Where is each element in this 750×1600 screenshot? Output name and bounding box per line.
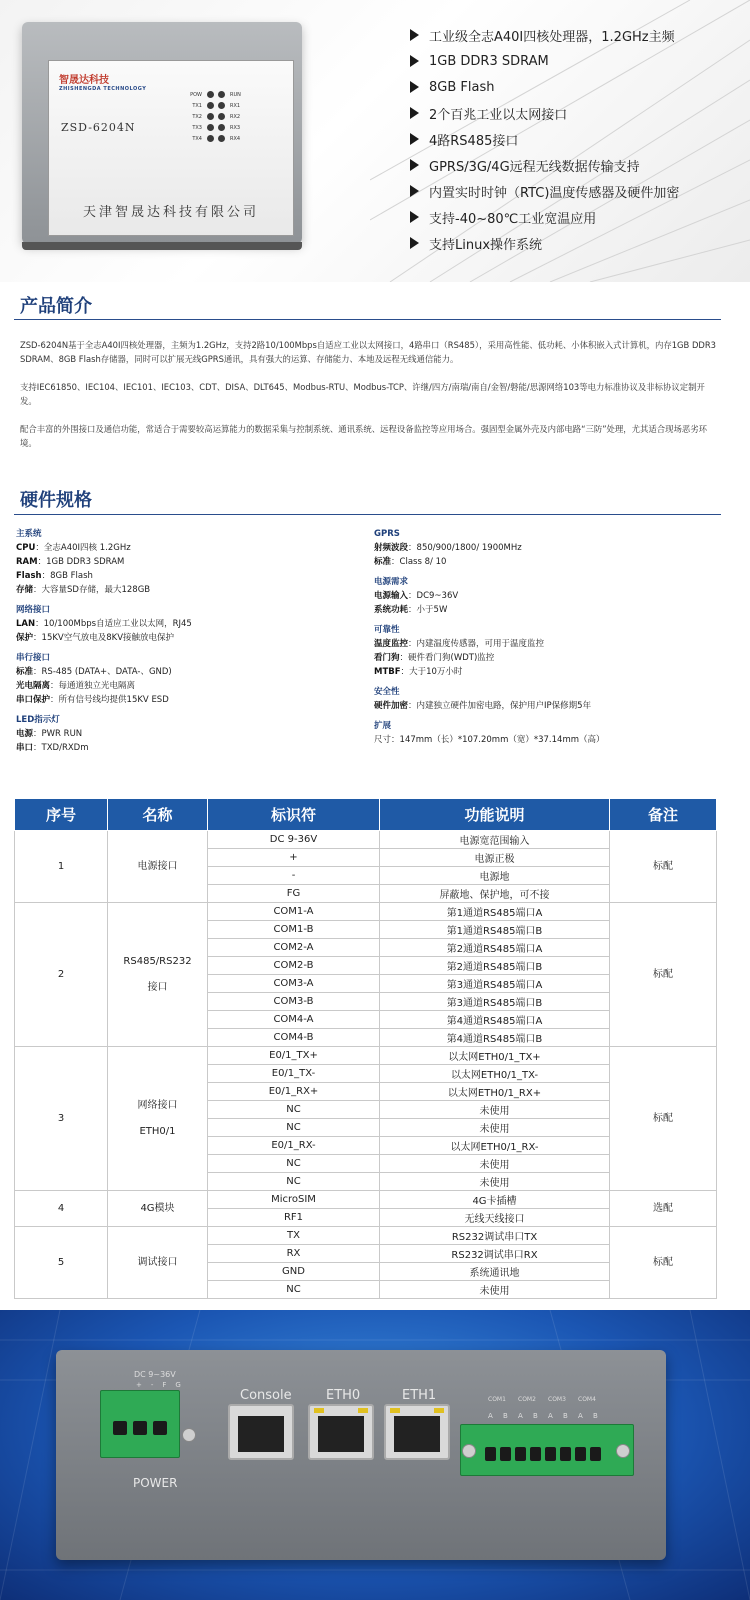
spec-value: 850/900/1800/ 1900MHz	[416, 543, 522, 553]
pin-definition-table	[14, 798, 717, 1299]
feature-text: 8GB Flash	[429, 79, 495, 95]
com-label: COM3	[548, 1396, 566, 1403]
led-row	[183, 111, 283, 122]
bullet-triangle-icon	[410, 55, 419, 67]
cell-no: 3	[15, 1047, 108, 1191]
eth0-label: ETH0	[326, 1388, 361, 1403]
cell-note: 标配	[610, 831, 717, 903]
spec-item	[16, 693, 356, 707]
spec-group-title: 串行接口	[16, 653, 51, 663]
ab-label: A	[578, 1412, 583, 1420]
spec-key: 电源	[16, 729, 34, 739]
spec-key: RAM	[16, 557, 38, 567]
feature-item	[410, 230, 679, 256]
led-row	[183, 122, 283, 133]
intro-paragraph: 配合丰富的外围接口及通信功能，常适合于需要较高运算能力的数据采集与控制系统、通讯系统、远程设备监控等应用场合。强固型金属外壳及内部电路“三防”处理，尤其适合现场恶劣环境。	[20, 424, 708, 448]
terminal-pin	[575, 1447, 586, 1461]
spec-item	[374, 665, 724, 679]
led-label-right: RX2	[230, 113, 241, 120]
intro-rule	[14, 319, 721, 320]
led-label-right: RX1	[230, 102, 241, 109]
feature-text: 1GB DDR3 SDRAM	[429, 53, 549, 69]
cell-function: 电源宽范围输入	[380, 831, 610, 849]
led-label-right: RUN	[230, 91, 241, 98]
spec-sep: ：	[37, 557, 47, 567]
cell-identifier: RF1	[208, 1209, 380, 1227]
feature-item	[410, 22, 679, 48]
led-indicator	[218, 102, 225, 109]
spec-group-title: 扩展	[374, 721, 392, 731]
cell-function: 系统通讯地	[380, 1263, 610, 1281]
cell-identifier: E0/1_RX+	[208, 1083, 380, 1101]
feature-text: 支持Linux操作系统	[429, 237, 543, 253]
console-port[interactable]	[228, 1404, 294, 1460]
spec-value: TXD/RXDm	[41, 743, 89, 753]
power-voltage-label: DC 9~36V	[134, 1370, 176, 1379]
cell-identifier: MicroSIM	[208, 1191, 380, 1209]
spec-item	[16, 617, 356, 631]
feature-item	[410, 74, 679, 100]
spec-value: 15KV空气放电及8KV接触放电保护	[41, 633, 175, 643]
cell-no: 1	[15, 831, 108, 903]
spec-sep: ：	[41, 571, 51, 581]
cell-function: 电源正极	[380, 849, 610, 867]
terminal-pin	[530, 1447, 541, 1461]
spec-key: MTBF	[374, 667, 401, 677]
cell-note: 标配	[610, 903, 717, 1047]
led-indicator	[207, 113, 214, 120]
led-row	[183, 100, 283, 111]
spec-value: 大容量SD存储，最大128GB	[41, 585, 151, 595]
spec-key: 标准	[374, 557, 392, 567]
cell-function: 未使用	[380, 1173, 610, 1191]
spec-key: 硬件加密	[374, 701, 409, 711]
spec-group-title: 可靠性	[374, 625, 400, 635]
cell-function: 第1通道RS485端口A	[380, 903, 610, 921]
cell-function: 未使用	[380, 1281, 610, 1299]
spec-group-title: 网络接口	[16, 605, 51, 615]
spec-sep: ：	[391, 735, 400, 745]
cell-function: 第3通道RS485端口A	[380, 975, 610, 993]
feature-text: 支持-40~80℃工业宽温应用	[429, 211, 597, 227]
spec-item	[16, 741, 356, 755]
spec-key: 温度监控	[374, 639, 409, 649]
bullet-triangle-icon	[410, 133, 419, 145]
spec-item	[16, 679, 356, 693]
device-led-grid	[183, 89, 283, 144]
spec-item	[16, 665, 356, 679]
cell-function: 4G卡插槽	[380, 1191, 610, 1209]
com-label: COM4	[578, 1396, 596, 1403]
eth1-port[interactable]	[384, 1404, 450, 1460]
cell-function: 第2通道RS485端口A	[380, 939, 610, 957]
led-indicator	[218, 91, 225, 98]
spec-group-title: 电源需求	[374, 577, 409, 587]
cell-name: 4G模块	[108, 1191, 208, 1227]
spec-sep: ：	[408, 639, 417, 649]
spec-key: 射频波段	[374, 543, 409, 553]
spec-item	[16, 569, 356, 583]
feature-list	[410, 22, 679, 256]
cell-name: RS485/RS232 接口	[108, 903, 208, 1047]
feature-text: 内置实时时钟（RTC)温度传感器及硬件加密	[429, 185, 680, 201]
spec-key: 电源输入	[374, 591, 409, 601]
cell-identifier: E0/1_RX-	[208, 1137, 380, 1155]
led-indicator	[207, 91, 214, 98]
power-pin-label: -	[150, 1381, 163, 1389]
spec-key: 串口保护	[16, 695, 51, 705]
bullet-triangle-icon	[410, 29, 419, 41]
device-rear-panel	[56, 1350, 666, 1560]
spec-value: 小于5W	[416, 605, 448, 615]
spec-key: 存储	[16, 585, 34, 595]
cell-name: 网络接口 ETH0/1	[108, 1047, 208, 1191]
spec-value: DC9~36V	[416, 591, 459, 601]
spec-value: PWR RUN	[41, 729, 83, 739]
feature-item	[410, 48, 679, 74]
spec-value: 内建独立硬件加密电路，保护用户IP保修期5年	[416, 701, 592, 711]
intro-title: 产品简介	[20, 296, 92, 317]
table-row	[15, 1047, 717, 1065]
console-label: Console	[240, 1388, 292, 1403]
cell-function: RS232调试串口TX	[380, 1227, 610, 1245]
spec-item	[374, 541, 724, 555]
cell-identifier: E0/1_TX+	[208, 1047, 380, 1065]
power-terminal-block	[100, 1390, 180, 1458]
spec-key: 标准	[16, 667, 34, 677]
cell-function: RS232调试串口RX	[380, 1245, 610, 1263]
spec-item	[374, 699, 724, 713]
terminal-pin	[560, 1447, 571, 1461]
spec-sep: ：	[35, 619, 44, 629]
led-indicator	[207, 102, 214, 109]
spec-item	[16, 583, 356, 597]
com-label: COM2	[518, 1396, 536, 1403]
cell-function: 电源地	[380, 867, 610, 885]
table-header-cell: 名称	[108, 799, 208, 831]
spec-group-title: 安全性	[374, 687, 400, 697]
spec-group-title: 主系统	[16, 529, 42, 539]
spec-item	[374, 733, 724, 747]
led-label-left: TX3	[192, 124, 202, 131]
led-row	[183, 89, 283, 100]
feature-text: 2个百兆工业以太网接口	[429, 107, 568, 123]
cell-identifier: -	[208, 867, 380, 885]
com-label: COM1	[488, 1396, 506, 1403]
spec-left-column	[16, 527, 356, 755]
table-header-cell: 标识符	[208, 799, 380, 831]
spec-sep: ：	[408, 591, 417, 601]
table-row	[15, 903, 717, 921]
spec-sep: ：	[33, 729, 42, 739]
cell-function: 第1通道RS485端口B	[380, 921, 610, 939]
bullet-triangle-icon	[410, 211, 419, 223]
cell-function: 以太网ETH0/1_TX-	[380, 1065, 610, 1083]
spec-item	[16, 555, 356, 569]
terminal-pin	[485, 1447, 496, 1461]
spec-item	[374, 555, 724, 569]
spec-item	[374, 589, 724, 603]
led-indicator	[218, 135, 225, 142]
cell-note: 标配	[610, 1047, 717, 1191]
table-header-cell: 功能说明	[380, 799, 610, 831]
spec-sep: ：	[399, 653, 409, 663]
ab-label: B	[563, 1412, 568, 1420]
ab-label: A	[518, 1412, 523, 1420]
led-row	[183, 133, 283, 144]
cell-name: 电源接口	[108, 831, 208, 903]
led-label-left: POW	[190, 91, 202, 98]
spec-value: 8GB Flash	[50, 571, 93, 581]
cell-identifier: COM4-A	[208, 1011, 380, 1029]
intro-paragraph: ZSD-6204N基于全志A40I四核处理器，主频为1.2GHz，支持2路10/100Mbps自适应工业以太网接口，4路串口（RS485），采用高性能、低功耗、小体积嵌入式计算机，内存1GB DDR3 SDRAM、8GB Flash存储器，同时可以扩展无线GPRS通讯，具有强大的运算、存储能力、本地及远程无线通信能力。	[20, 340, 716, 364]
cell-function: 未使用	[380, 1119, 610, 1137]
spec-sep: ：	[33, 633, 42, 643]
spec-item	[374, 603, 724, 617]
cell-identifier: COM1-A	[208, 903, 380, 921]
power-pin-label: +	[136, 1381, 151, 1389]
power-pin-labels	[136, 1381, 190, 1389]
feature-text: 4路RS485接口	[429, 133, 519, 149]
cell-function: 以太网ETH0/1_RX-	[380, 1137, 610, 1155]
cell-function: 未使用	[380, 1155, 610, 1173]
led-label-left: TX1	[192, 102, 202, 109]
spec-sep: ：	[408, 605, 417, 615]
cell-function: 第4通道RS485端口B	[380, 1029, 610, 1047]
cell-identifier: COM1-B	[208, 921, 380, 939]
feature-item	[410, 178, 679, 204]
cell-identifier: NC	[208, 1101, 380, 1119]
spec-value: 内建温度传感器，可用于温度监控	[416, 639, 545, 649]
spec-item	[374, 637, 724, 651]
cell-function: 无线天线接口	[380, 1209, 610, 1227]
spec-key: 系统功耗	[374, 605, 409, 615]
spec-group-title: GPRS	[374, 529, 400, 539]
cell-identifier: +	[208, 849, 380, 867]
intro-text	[20, 338, 720, 464]
spec-item	[16, 631, 356, 645]
spec-sep: ：	[408, 701, 417, 711]
spec-key: 尺寸	[374, 735, 392, 745]
spec-value: 10/100Mbps自适应工业以太网，RJ45	[43, 619, 192, 629]
cell-identifier: COM3-A	[208, 975, 380, 993]
cell-identifier: DC 9-36V	[208, 831, 380, 849]
cell-identifier: COM4-B	[208, 1029, 380, 1047]
spec-value: 大于10万小时	[409, 667, 463, 677]
spec-sep: ：	[391, 557, 400, 567]
device-logo: 智晟达科技 ZHISHENGDA TECHNOLOGY	[59, 75, 147, 92]
spec-title: 硬件规格	[20, 490, 92, 511]
spec-value: 1GB DDR3 SDRAM	[46, 557, 125, 567]
ab-label: B	[593, 1412, 598, 1420]
bullet-triangle-icon	[410, 159, 419, 171]
feature-item	[410, 126, 679, 152]
cell-function: 以太网ETH0/1_TX+	[380, 1047, 610, 1065]
device-faceplate	[48, 60, 294, 236]
spec-item	[16, 727, 356, 741]
power-pin-label: FG	[162, 1381, 190, 1389]
cell-no: 2	[15, 903, 108, 1047]
spec-sep: ：	[408, 543, 417, 553]
device-back-photo	[0, 1310, 750, 1600]
bullet-triangle-icon	[410, 107, 419, 119]
feature-item	[410, 152, 679, 178]
cell-identifier: RX	[208, 1245, 380, 1263]
ab-label: A	[548, 1412, 553, 1420]
hero-banner	[0, 0, 750, 282]
led-indicator	[207, 124, 214, 131]
cell-note: 选配	[610, 1191, 717, 1227]
terminal-pin	[500, 1447, 511, 1461]
spec-sep: ：	[50, 695, 59, 705]
bullet-triangle-icon	[410, 237, 419, 249]
cell-function: 屏蔽地、保护地，可不接	[380, 885, 610, 903]
cell-no: 4	[15, 1191, 108, 1227]
table-header-row	[15, 799, 717, 831]
led-indicator	[207, 135, 214, 142]
spec-sep: ：	[33, 667, 42, 677]
device-photo	[22, 22, 302, 244]
cell-function: 第2通道RS485端口B	[380, 957, 610, 975]
cell-identifier: COM2-B	[208, 957, 380, 975]
cell-identifier: TX	[208, 1227, 380, 1245]
cell-function: 未使用	[380, 1101, 610, 1119]
ab-label: A	[488, 1412, 493, 1420]
table-row	[15, 1227, 717, 1245]
spec-key: 保护	[16, 633, 34, 643]
spec-sep: ：	[33, 743, 42, 753]
device-foot	[22, 242, 302, 250]
spec-right-column	[374, 527, 724, 747]
spec-key: Flash	[16, 571, 42, 581]
led-indicator	[218, 124, 225, 131]
spec-key: LAN	[16, 619, 36, 629]
spec-value: Class 8/ 10	[399, 557, 447, 567]
spec-value: 硬件看门狗(WDT)监控	[408, 653, 495, 663]
spec-sep: ：	[400, 667, 410, 677]
ab-label: B	[533, 1412, 538, 1420]
cell-identifier: E0/1_TX-	[208, 1065, 380, 1083]
cell-function: 第4通道RS485端口A	[380, 1011, 610, 1029]
power-screw	[182, 1428, 196, 1442]
eth1-label: ETH1	[402, 1388, 437, 1403]
cell-identifier: FG	[208, 885, 380, 903]
spec-value: 全志A40I四核 1.2GHz	[43, 543, 131, 553]
cell-no: 5	[15, 1227, 108, 1299]
terminal-pin	[515, 1447, 526, 1461]
bullet-triangle-icon	[410, 81, 419, 93]
spec-sep: ：	[50, 681, 59, 691]
spec-sep: ：	[33, 585, 42, 595]
spec-group-title: LED指示灯	[16, 715, 60, 725]
cell-identifier: COM3-B	[208, 993, 380, 1011]
intro-paragraph: 支持IEC61850、IEC104、IEC101、IEC103、CDT、DISA、DLT645、Modbus-RTU、Modbus-TCP、许继/四方/南瑞/南自/金智/磐能/思源网络103等电力标准协议及非标协议定制开发。	[20, 382, 705, 406]
cell-function: 以太网ETH0/1_RX+	[380, 1083, 610, 1101]
led-label-right: RX4	[230, 135, 241, 142]
cell-identifier: NC	[208, 1173, 380, 1191]
table-row	[15, 831, 717, 849]
led-label-left: TX2	[192, 113, 202, 120]
cell-function: 第3通道RS485端口B	[380, 993, 610, 1011]
cell-identifier: NC	[208, 1155, 380, 1173]
feature-text: GPRS/3G/4G远程无线数据传输支持	[429, 159, 640, 175]
cell-identifier: COM2-A	[208, 939, 380, 957]
terminal-pin	[545, 1447, 556, 1461]
spec-key: 看门狗	[374, 653, 400, 663]
spec-value: RS-485 (DATA+、DATA-、GND)	[41, 667, 172, 677]
cell-name: 调试接口	[108, 1227, 208, 1299]
com-screw-right	[616, 1444, 630, 1458]
ab-label: B	[503, 1412, 508, 1420]
spec-sep: ：	[35, 543, 44, 553]
cell-identifier: NC	[208, 1281, 380, 1299]
cell-identifier: GND	[208, 1263, 380, 1281]
led-indicator	[218, 113, 225, 120]
bullet-triangle-icon	[410, 185, 419, 197]
spec-key: 光电隔离	[16, 681, 51, 691]
table-row	[15, 1191, 717, 1209]
spec-item	[16, 541, 356, 555]
feature-item	[410, 204, 679, 230]
spec-value: 147mm（长）*107.20mm（宽）*37.14mm（高）	[399, 735, 605, 745]
power-label: POWER	[133, 1476, 178, 1490]
spec-rule	[14, 514, 721, 515]
cell-note: 标配	[610, 1227, 717, 1299]
com-screw-left	[462, 1444, 476, 1458]
spec-key: 串口	[16, 743, 34, 753]
table-header-cell: 备注	[610, 799, 717, 831]
spec-value: 每通道独立光电隔离	[58, 681, 136, 691]
device-model: ZSD-6204N	[61, 121, 136, 134]
led-label-left: TX4	[192, 135, 202, 142]
device-company-name: 天津智晟达科技有限公司	[82, 205, 259, 220]
table-header-cell: 序号	[15, 799, 108, 831]
com-terminal-block	[460, 1424, 634, 1476]
feature-item	[410, 100, 679, 126]
terminal-pin	[590, 1447, 601, 1461]
led-label-right: RX3	[230, 124, 241, 131]
feature-text: 工业级全志A40I四核处理器，1.2GHz主频	[429, 29, 675, 45]
eth0-port[interactable]	[308, 1404, 374, 1460]
spec-value: 所有信号线均提供15KV ESD	[58, 695, 169, 705]
cell-identifier: NC	[208, 1119, 380, 1137]
spec-key: CPU	[16, 543, 36, 553]
spec-item	[374, 651, 724, 665]
